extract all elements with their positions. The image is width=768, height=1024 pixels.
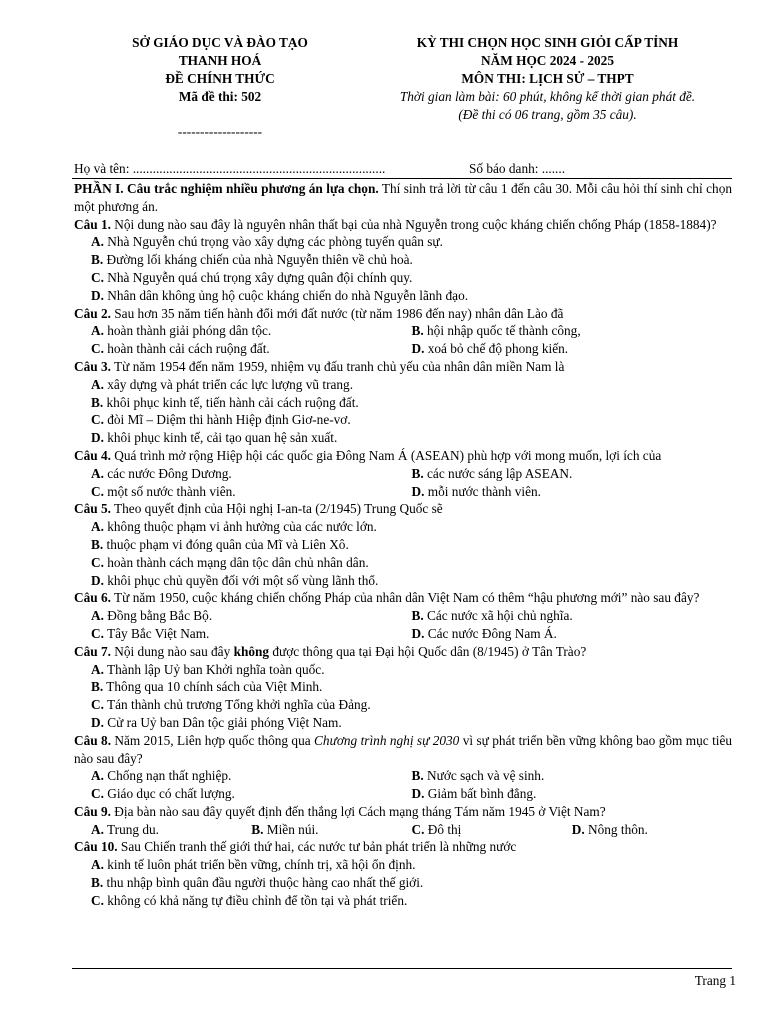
- option-letter: D.: [91, 430, 104, 446]
- option-text: xoá bỏ chế độ phong kiến.: [424, 341, 569, 357]
- option-text: Đường lối kháng chiến của nhà Nguyễn thiên về chủ hoà.: [103, 252, 413, 268]
- option-a: [91, 767, 412, 785]
- option-text: các nước sáng lập ASEAN.: [423, 465, 573, 481]
- question-5: [74, 500, 732, 518]
- question-label: Câu 4.: [74, 447, 111, 463]
- option-text: không thuộc phạm vi ảnh hưởng của các nước lớn.: [103, 519, 377, 535]
- question-3: [74, 358, 732, 376]
- option-text: Tán thành chủ trương Tổng khởi nghĩa của Đảng.: [103, 697, 371, 713]
- footer-rule: [72, 968, 732, 969]
- option-text: thuộc phạm vi đóng quân của Mĩ và Liên Xô.: [103, 536, 349, 552]
- option-letter: D.: [571, 821, 585, 837]
- part-1-instruction: Thí sinh trả lời từ câu 1 đến câu 30. Mỗi câu hỏi thí sinh chỉ chọn một phương án.: [74, 181, 732, 214]
- option-text: Nhân dân không ủng hộ cuộc kháng chiến do nhà Nguyễn lãnh đạo.: [103, 287, 469, 303]
- option-letter: B.: [91, 679, 104, 695]
- option-a: [91, 661, 732, 679]
- option-letter: D.: [411, 341, 425, 357]
- option-c: [91, 554, 732, 572]
- option-text: mỗi nước thành viên.: [424, 483, 541, 499]
- option-letter: C.: [91, 786, 104, 802]
- option-letter: A.: [91, 768, 104, 784]
- option-letter: A.: [91, 821, 104, 837]
- question-emphasis: không: [233, 643, 270, 659]
- question-text: được thông qua tại Đại hội Quốc dân (8/1945) ở Tân Trào?: [269, 643, 587, 659]
- option-letter: C.: [91, 625, 104, 641]
- question-label: Câu 1.: [74, 216, 111, 232]
- option-text: Các nước xã hội chủ nghĩa.: [423, 608, 573, 624]
- province-name: THANH HOÁ: [178, 53, 262, 68]
- option-letter: B.: [411, 768, 424, 784]
- options-row: [91, 322, 732, 340]
- question-2: [74, 305, 732, 323]
- option-letter: B.: [411, 465, 424, 481]
- question-label: Câu 5.: [74, 501, 111, 517]
- option-letter: A.: [91, 857, 104, 873]
- options-row: [91, 465, 732, 483]
- header-right: [350, 34, 745, 124]
- option-text: một số nước thành viên.: [103, 483, 236, 499]
- option-letter: A.: [91, 519, 104, 535]
- question-text: Địa bàn nào sau đây quyết định đến thắng lợi Cách mạng tháng Tám năm 1945 ở Việt Nam?: [110, 803, 606, 819]
- option-a: [91, 376, 732, 394]
- option-text: hoàn thành giải phóng dân tộc.: [103, 323, 272, 339]
- option-text: hội nhập quốc tế thành công,: [423, 323, 581, 339]
- student-id-field: Số báo danh: .......: [469, 161, 566, 176]
- option-text: Thành lập Uỷ ban Khởi nghĩa toàn quốc.: [103, 661, 325, 677]
- option-letter: B.: [91, 536, 104, 552]
- option-d: [412, 785, 733, 803]
- part-1-title: PHẦN I. Câu trắc nghiệm nhiều phương án lựa chọn.: [74, 181, 379, 196]
- option-a: [91, 518, 732, 536]
- question-label: Câu 3.: [74, 358, 111, 374]
- option-text: kinh tế luôn phát triển bền vững, chính trị, xã hội ổn định.: [103, 857, 416, 873]
- question-label: Câu 8.: [74, 732, 112, 748]
- question-label: Câu 7.: [74, 643, 111, 659]
- option-text: Nhà Nguyễn quá chú trọng xây dựng quân đội chính quy.: [103, 269, 413, 285]
- option-c: [91, 269, 732, 287]
- option-letter: C.: [91, 892, 104, 908]
- option-a: [91, 233, 732, 251]
- option-text: xây dựng và phát triển các lực lượng vũ trang.: [103, 376, 354, 392]
- option-letter: A.: [91, 465, 104, 481]
- option-letter: B.: [411, 323, 424, 339]
- option-text: không có khả năng tự điều chỉnh để tồn tại và phát triển.: [103, 892, 408, 908]
- option-a: [91, 821, 251, 839]
- department-name: SỞ GIÁO DỤC VÀ ĐÀO TẠO: [132, 35, 308, 50]
- option-c: [91, 785, 412, 803]
- option-c: [91, 625, 412, 643]
- option-d: [91, 572, 732, 590]
- option-text: Trung du.: [103, 821, 159, 837]
- option-letter: A.: [91, 376, 104, 392]
- top-rule: [72, 178, 732, 179]
- option-b: [91, 394, 732, 412]
- option-b: [91, 251, 732, 269]
- option-d: [572, 821, 732, 839]
- option-b: [412, 322, 733, 340]
- option-letter: C.: [411, 821, 425, 837]
- option-d: [412, 483, 733, 501]
- question-text: vì sự phát triển bền vững không bao gồm mục tiêu nào sau đây?: [74, 732, 733, 766]
- option-d: [91, 714, 732, 732]
- option-text: Các nước Đông Nam Á.: [424, 625, 557, 641]
- question-emphasis: Chương trình nghị sự 2030: [314, 732, 460, 748]
- options-row: [91, 785, 732, 803]
- question-text: Nội dung nào sau đây là nguyên nhân thất bại của nhà Nguyễn trong cuộc kháng chiến chống Pháp (1858-1884)?: [110, 216, 717, 232]
- option-c: [91, 892, 732, 910]
- option-a: [91, 607, 412, 625]
- option-text: Nhà Nguyễn chú trọng vào xây dựng các phòng tuyến quân sự.: [103, 234, 443, 250]
- option-letter: B.: [411, 608, 424, 624]
- options-row: [91, 821, 732, 839]
- option-letter: B.: [91, 394, 104, 410]
- option-b: [91, 536, 732, 554]
- option-c: [91, 340, 412, 358]
- options-row: [91, 767, 732, 785]
- option-letter: A.: [91, 323, 104, 339]
- option-letter: D.: [91, 287, 104, 303]
- question-text: Từ năm 1950, cuộc kháng chiến chống Pháp của nhân dân Việt Nam có thêm “hậu phương mới” nào sau đây?: [110, 590, 700, 606]
- option-d: [412, 625, 733, 643]
- question-7: [74, 643, 732, 661]
- option-text: hoàn thành cải cách ruộng đất.: [103, 341, 270, 357]
- question-8: [74, 732, 732, 768]
- option-b: [412, 767, 733, 785]
- option-c: [91, 411, 732, 429]
- option-text: khôi phục kinh tế, cải tạo quan hệ sản xuất.: [103, 430, 338, 446]
- question-text: Nội dung nào sau đây: [110, 643, 234, 659]
- option-b: [91, 874, 732, 892]
- option-d: [91, 429, 732, 447]
- question-text: Từ năm 1954 đến năm 1959, nhiệm vụ đấu tranh chủ yếu của nhân dân miền Nam là: [110, 358, 565, 374]
- option-a: [91, 465, 412, 483]
- options-row: [91, 483, 732, 501]
- option-a: [91, 856, 732, 874]
- option-b: [412, 607, 733, 625]
- question-10: [74, 838, 732, 856]
- options-row: [91, 607, 732, 625]
- option-text: hoàn thành cách mạng dân tộc dân chủ nhân dân.: [103, 554, 369, 570]
- option-text: đòi Mĩ – Diệm thi hành Hiệp định Giơ-ne-vơ.: [103, 412, 351, 428]
- question-label: Câu 9.: [74, 803, 111, 819]
- option-text: các nước Đông Dương.: [103, 465, 232, 481]
- option-d: [412, 340, 733, 358]
- option-text: Nông thôn.: [584, 821, 648, 837]
- option-b: [251, 821, 411, 839]
- option-text: Nước sạch và vệ sinh.: [423, 768, 545, 784]
- option-letter: B.: [91, 875, 104, 891]
- option-letter: D.: [91, 714, 104, 730]
- question-9: [74, 803, 732, 821]
- option-a: [91, 322, 412, 340]
- option-b: [412, 465, 733, 483]
- option-letter: A.: [91, 608, 104, 624]
- option-letter: B.: [251, 821, 264, 837]
- option-text: khôi phục chủ quyền đối với một số vùng lãnh thổ.: [103, 572, 379, 588]
- option-letter: C.: [91, 341, 104, 357]
- option-c: [91, 696, 732, 714]
- options-row: [91, 625, 732, 643]
- option-text: Chống nạn thất nghiệp.: [103, 768, 232, 784]
- option-letter: B.: [91, 252, 104, 268]
- subject: MÔN THI: LỊCH SỬ – THPT: [461, 71, 634, 86]
- option-c: [91, 483, 412, 501]
- part-1-intro: [74, 180, 732, 216]
- option-text: Giảm bất bình đẳng.: [424, 786, 537, 802]
- question-label: Câu 10.: [74, 839, 118, 855]
- option-text: Đồng bằng Bắc Bộ.: [103, 608, 213, 624]
- question-label: Câu 2.: [74, 305, 111, 321]
- option-letter: C.: [91, 483, 104, 499]
- option-letter: D.: [91, 572, 104, 588]
- option-text: Tây Bắc Việt Nam.: [103, 625, 210, 641]
- question-text: Theo quyết định của Hội nghị I-an-ta (2/1945) Trung Quốc sẽ: [110, 501, 443, 517]
- school-year: NĂM HỌC 2024 - 2025: [481, 53, 614, 68]
- question-label: Câu 6.: [74, 590, 111, 606]
- question-text: Quá trình mở rộng Hiệp hội các quốc gia Đông Nam Á (ASEAN) phù hợp với mong muốn, lợi ích của: [110, 447, 662, 463]
- page-number: Trang 1: [694, 973, 736, 988]
- exam-content: [74, 180, 732, 910]
- question-text: Năm 2015, Liên hợp quốc thông qua: [111, 732, 315, 748]
- header-left: [110, 34, 330, 106]
- option-b: [91, 678, 732, 696]
- option-letter: D.: [411, 625, 425, 641]
- option-d: [91, 287, 732, 305]
- question-text: Sau Chiến tranh thế giới thứ hai, các nước tư bản phát triển là những nước: [117, 839, 517, 855]
- option-letter: C.: [91, 269, 104, 285]
- option-text: Giáo dục có chất lượng.: [103, 786, 235, 802]
- question-4: [74, 447, 732, 465]
- official-label: ĐỀ CHÍNH THỨC: [165, 71, 275, 86]
- question-text: Sau hơn 35 năm tiến hành đổi mới đất nước (từ năm 1986 đến nay) nhân dân Lào đã: [110, 305, 564, 321]
- option-text: khôi phục kinh tế, tiến hành cải cách ruộng đất.: [103, 394, 359, 410]
- option-text: thu nhập bình quân đầu người thuộc hàng cao nhất thế giới.: [103, 875, 424, 891]
- page-count-note: (Đề thi có 06 trang, gồm 35 câu).: [458, 107, 637, 122]
- question-1: [74, 216, 732, 234]
- student-info: [74, 161, 732, 179]
- exam-code: Mã đề thi: 502: [178, 89, 262, 104]
- option-letter: A.: [91, 661, 104, 677]
- student-name-field: Họ và tên: ............................................................................: [74, 161, 386, 176]
- option-text: Cử ra Uỷ ban Dân tộc giải phóng Việt Nam.: [103, 714, 342, 730]
- question-6: [74, 589, 732, 607]
- option-text: Miền núi.: [263, 821, 319, 837]
- option-letter: D.: [411, 483, 425, 499]
- option-c: [412, 821, 572, 839]
- option-letter: D.: [411, 786, 425, 802]
- options-row: [91, 340, 732, 358]
- option-letter: C.: [91, 412, 104, 428]
- option-text: Thông qua 10 chính sách của Việt Minh.: [103, 679, 323, 695]
- option-letter: A.: [91, 234, 104, 250]
- header-divider: -------------------: [177, 124, 263, 139]
- option-letter: C.: [91, 697, 104, 713]
- exam-title: KỲ THI CHỌN HỌC SINH GIỎI CẤP TỈNH: [416, 35, 679, 50]
- time-allowed: Thời gian làm bài: 60 phút, không kể thời gian phát đề.: [399, 89, 696, 104]
- option-text: Đô thị: [424, 821, 462, 837]
- option-letter: C.: [91, 554, 104, 570]
